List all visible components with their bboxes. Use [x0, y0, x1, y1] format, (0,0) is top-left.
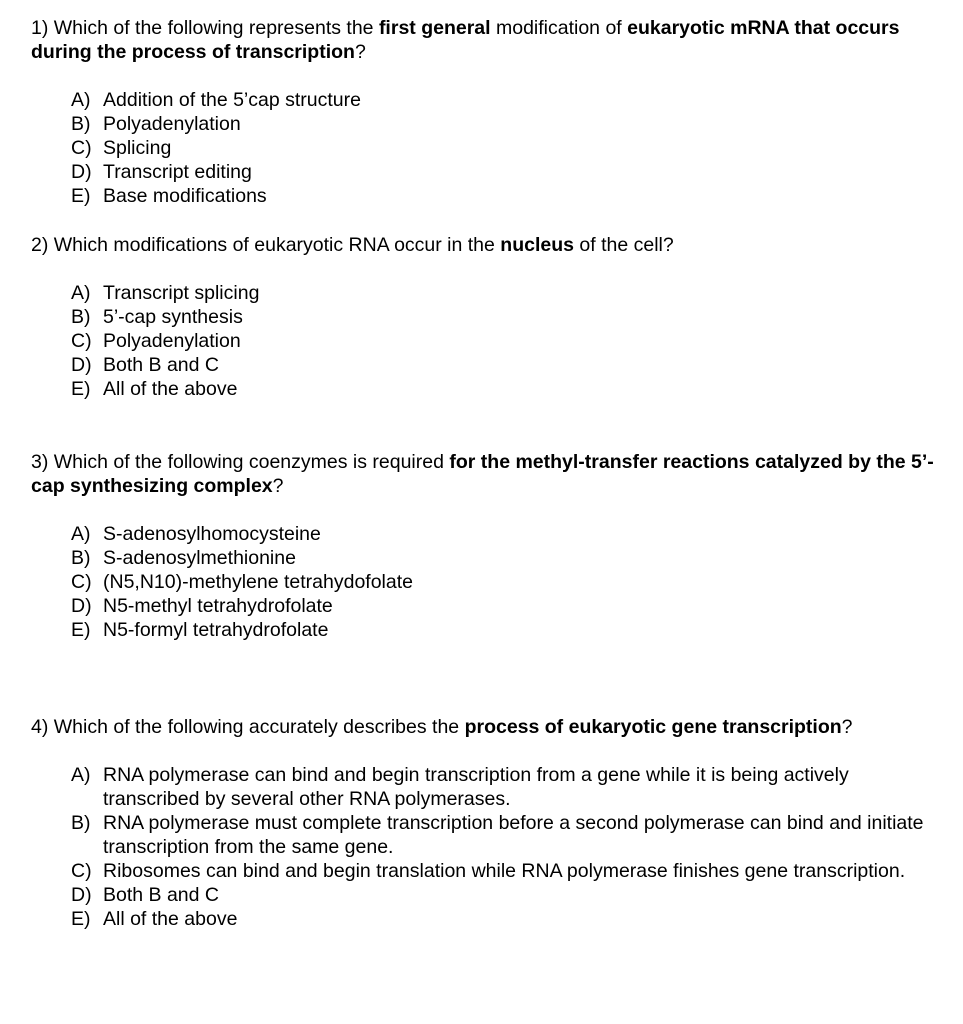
- option-a: [71, 763, 941, 811]
- stem-text: Which of the following represents the: [53, 17, 379, 39]
- option-text: Splicing: [103, 137, 172, 159]
- option-text: RNA polymerase must complete transcription before a second polymerase can bind and initiate transcription from the same gene.: [103, 812, 924, 858]
- question-2-stem: [31, 233, 941, 257]
- stem-text: of the cell?: [573, 234, 674, 256]
- option-c: [71, 329, 941, 353]
- option-letter: E): [71, 619, 91, 641]
- question-number: 3): [31, 451, 49, 473]
- option-b: [71, 546, 941, 570]
- option-text: S-adenosylhomocysteine: [103, 523, 321, 545]
- option-c: [71, 570, 941, 594]
- stem-text: Which of the following coenzymes is required: [53, 451, 450, 473]
- option-letter: A): [71, 282, 91, 304]
- option-letter: A): [71, 764, 91, 786]
- option-text: Both B and C: [103, 884, 219, 906]
- question-4-options: [31, 763, 941, 931]
- question-1-stem: [31, 16, 941, 64]
- option-e: [71, 184, 941, 208]
- option-a: [71, 88, 941, 112]
- option-letter: B): [71, 547, 91, 569]
- option-letter: B): [71, 812, 91, 834]
- option-text: All of the above: [103, 908, 238, 930]
- stem-emphasis: eukaryotic mRNA that occurs during the process of transcription: [31, 17, 900, 63]
- stem-emphasis: for the methyl-transfer reactions catalyzed by the 5’-cap synthesizing complex: [31, 451, 934, 497]
- option-text: N5-formyl tetrahydrofolate: [103, 619, 329, 641]
- option-text: (N5,N10)-methylene tetrahydofolate: [103, 571, 413, 593]
- option-text: 5’-cap synthesis: [103, 306, 243, 328]
- option-c: [71, 136, 941, 160]
- stem-text: Which modifications of eukaryotic RNA occur in the: [53, 234, 501, 256]
- option-letter: B): [71, 113, 91, 135]
- option-text: Polyadenylation: [103, 330, 241, 352]
- option-letter: E): [71, 378, 91, 400]
- stem-text: ?: [841, 716, 853, 738]
- option-text: Ribosomes can bind and begin translation while RNA polymerase finishes gene transcription.: [103, 860, 906, 882]
- option-d: [71, 594, 941, 618]
- question-number: 4): [31, 716, 49, 738]
- option-text: Polyadenylation: [103, 113, 241, 135]
- option-text: RNA polymerase can bind and begin transcription from a gene while it is being actively transcribed by several other RNA polymerases.: [103, 764, 849, 810]
- option-c: [71, 859, 941, 883]
- option-text: Base modifications: [103, 185, 267, 207]
- option-text: Both B and C: [103, 354, 219, 376]
- stem-emphasis: nucleus: [500, 234, 574, 256]
- stem-text: modification of: [490, 17, 628, 39]
- option-letter: D): [71, 595, 92, 617]
- stem-emphasis: process of eukaryotic gene transcription: [464, 716, 842, 738]
- option-text: Addition of the 5’cap structure: [103, 89, 361, 111]
- option-text: All of the above: [103, 378, 238, 400]
- option-b: [71, 811, 941, 859]
- option-letter: C): [71, 860, 92, 882]
- option-letter: C): [71, 137, 92, 159]
- question-3-options: [31, 522, 941, 642]
- option-a: [71, 281, 941, 305]
- option-text: Transcript editing: [103, 161, 252, 183]
- question-3: [31, 450, 941, 642]
- question-number: 2): [31, 234, 49, 256]
- option-letter: D): [71, 354, 92, 376]
- question-4-stem: [31, 715, 941, 739]
- option-letter: C): [71, 571, 92, 593]
- option-d: [71, 353, 941, 377]
- question-3-stem: [31, 450, 941, 498]
- option-d: [71, 883, 941, 907]
- option-d: [71, 160, 941, 184]
- stem-text: Which of the following accurately describes the: [53, 716, 465, 738]
- option-letter: D): [71, 884, 92, 906]
- question-2-options: [31, 281, 941, 401]
- option-letter: E): [71, 185, 91, 207]
- option-b: [71, 112, 941, 136]
- option-letter: B): [71, 306, 91, 328]
- option-a: [71, 522, 941, 546]
- question-1-options: [31, 88, 941, 208]
- option-text: S-adenosylmethionine: [103, 547, 296, 569]
- option-e: [71, 907, 941, 931]
- option-letter: E): [71, 908, 91, 930]
- question-1: [31, 16, 941, 208]
- question-number: 1): [31, 17, 49, 39]
- option-e: [71, 377, 941, 401]
- question-2: [31, 233, 941, 401]
- stem-text: ?: [354, 41, 366, 63]
- option-letter: A): [71, 523, 91, 545]
- option-text: Transcript splicing: [103, 282, 260, 304]
- option-text: N5-methyl tetrahydrofolate: [103, 595, 333, 617]
- option-b: [71, 305, 941, 329]
- option-letter: C): [71, 330, 92, 352]
- option-letter: A): [71, 89, 91, 111]
- option-e: [71, 618, 941, 642]
- stem-emphasis: first general: [378, 17, 491, 39]
- question-4: [31, 715, 941, 931]
- stem-text: ?: [272, 475, 284, 497]
- option-letter: D): [71, 161, 92, 183]
